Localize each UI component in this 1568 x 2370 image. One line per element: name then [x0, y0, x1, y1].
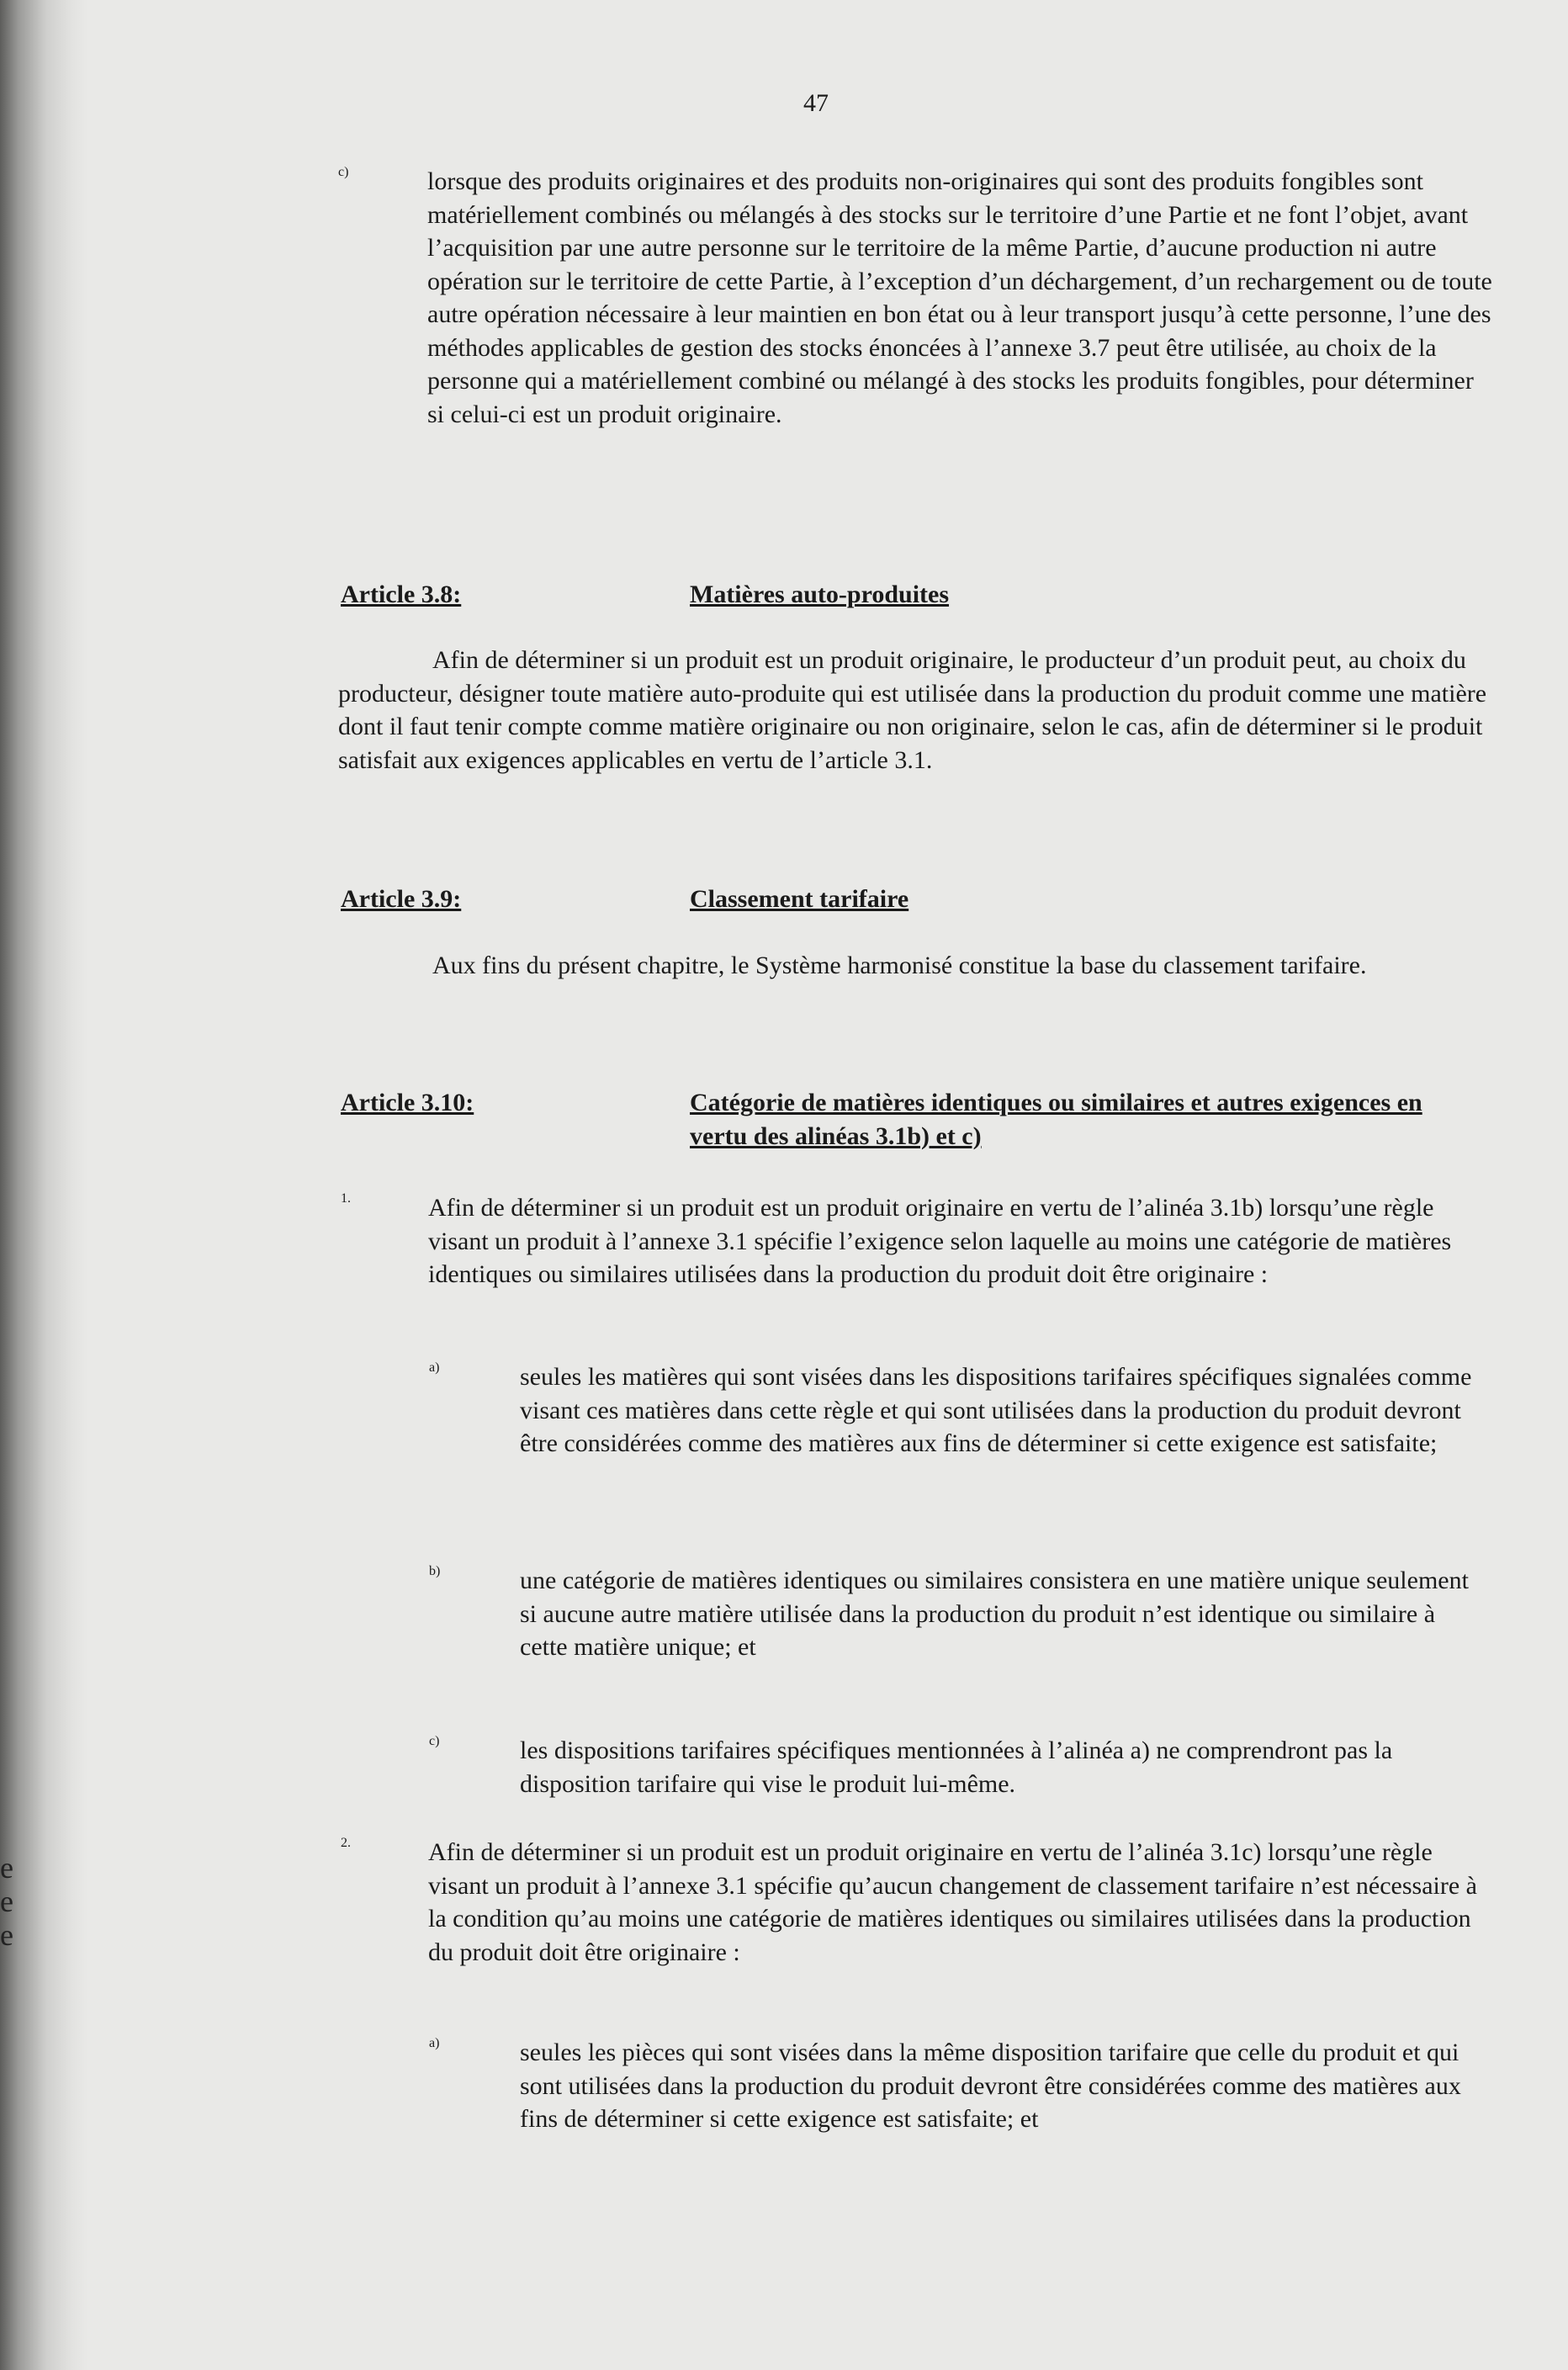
item-text: Afin de déterminer si un produit est un produit originaire en vertu de l’alinéa 3.1b) lorsqu’une règle visant un produit à l’annexe 3.1 spécifie l’exigence selon laquelle au moins une catégorie de matières identiques ou similaires utilisées dans la production du produit doit être originaire :: [428, 1194, 1452, 1288]
item-label: 1.: [341, 1191, 351, 1206]
article-number: Article 3.9:: [341, 885, 462, 913]
item-text: seules les matières qui sont visées dans les dispositions tarifaires spécifiques signalées comme visant ces matières dans cette règle et qui sont utilisées dans la production du produit devront être considérées comme des matières aux fins de déterminer si cette exigence est satisfaite;: [520, 1363, 1472, 1457]
item-text: lorsque des produits originaires et des produits non-originaires qui sont des produits fongibles sont matériellement combinés ou mélangés à des stocks sur le territoire d’une Partie et ne font l’objet, avant l’acquisition par une autre personne sur le territoire de la même Partie, d’aucune production ni autre opération sur le territoire de cette Partie, à l’exception d’un déchargement, d’un rechargement ou de toute autre opération nécessaire à leur maintien en bon état ou à leur transport jusqu’à cette personne, l’une des méthodes applicables de gestion des stocks énoncées à l’annexe 3.7 peut être utilisée, au choix de la personne qui a matériellement combiné ou mélangé à des stocks les produits fongibles, pour déterminer si celui-ci est un produit originaire.: [427, 167, 1492, 428]
item-label: b): [429, 1564, 441, 1578]
binding-edge-letters: [0, 1851, 17, 1952]
binding-edge-letter: e: [0, 1851, 13, 1885]
article-3-9-text: Aux fins du présent chapitre, le Système harmonisé constitue la base du classement tarifaire.: [432, 952, 1367, 979]
binding-edge-letter: e: [0, 1918, 13, 1952]
article-title: Catégorie de matières identiques ou similaires et autres exigences en vertu des alinéas 3.1b) et c): [690, 1089, 1422, 1150]
book-binding-shadow: [0, 0, 87, 2370]
item-text: seules les pièces qui sont visées dans la même disposition tarifaire que celle du produit et qui sont utilisées dans la production du produit devront être considérées comme des matières aux fins de déterminer si cette exigence est satisfaite; et: [520, 2039, 1461, 2133]
document-page: [87, 0, 1568, 2370]
binding-edge-letter: e: [0, 1885, 13, 1918]
article-title: Matières auto-produites: [690, 581, 950, 608]
article-3-8-text: Afin de déterminer si un produit est un produit originaire, le producteur d’un produit peut, au choix du producteur, désigner toute matière auto-produite qui est utilisée dans la production du produit comme une matière dont il faut tenir compte comme matière originaire ou non originaire, selon le cas, afin de déterminer si le produit satisfait aux exigences applicables en vertu de l’article 3.1.: [338, 646, 1487, 774]
item-text: les dispositions tarifaires spécifiques mentionnées à l’alinéa a) ne comprendront pas la disposition tarifaire qui vise le produit lui-même.: [520, 1736, 1393, 1798]
article-title: Classement tarifaire: [690, 885, 909, 913]
item-text: Afin de déterminer si un produit est un produit originaire en vertu de l’alinéa 3.1c) lorsqu’une règle visant un produit à l’annexe 3.1 spécifie qu’aucun changement de classement tarifaire n’est nécessaire à la condition qu’au moins une catégorie de matières identiques ou similaires utilisées dans la production du produit doit être originaire :: [428, 1838, 1477, 1966]
item-label: a): [429, 2036, 440, 2050]
article-number: Article 3.8:: [341, 581, 462, 608]
item-text: une catégorie de matières identiques ou similaires consistera en une matière unique seulement si aucune autre matière utilisée dans la production du produit n’est identique ou similaire à cette matière unique; et: [520, 1567, 1469, 1661]
item-label: a): [429, 1360, 440, 1375]
page-number: 47: [803, 89, 829, 117]
item-label: 2.: [341, 1836, 351, 1850]
item-label: c): [429, 1734, 440, 1748]
article-number: Article 3.10:: [341, 1089, 474, 1116]
item-label: c): [338, 165, 349, 179]
